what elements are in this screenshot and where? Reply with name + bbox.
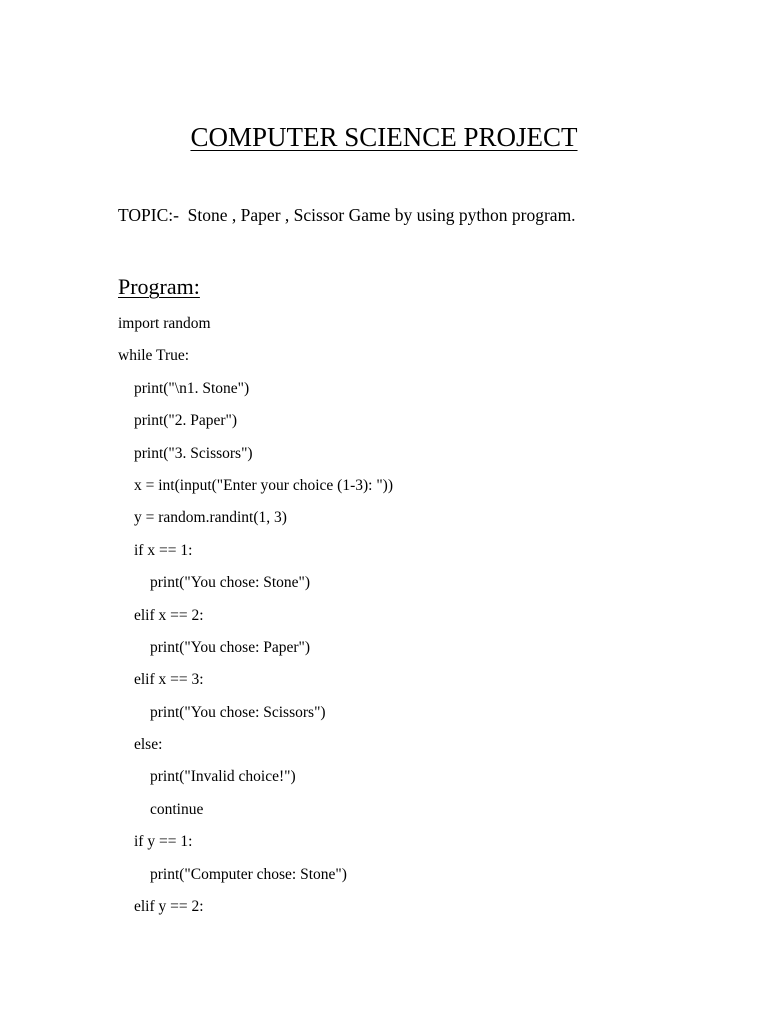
code-line: elif x == 3: (134, 671, 204, 689)
code-line: elif y == 2: (134, 898, 204, 916)
code-line: else: (134, 736, 163, 754)
code-line: elif x == 2: (134, 606, 204, 624)
page-title: COMPUTER SCIENCE PROJECT (190, 122, 578, 152)
code-line: y = random.randint(1, 3) (134, 509, 287, 527)
topic-line: TOPIC:- Stone , Paper , Scissor Game by using python program. (118, 205, 576, 225)
code-block (118, 312, 393, 927)
code-line: x = int(input("Enter your choice (1-3): ")) (134, 476, 393, 494)
code-line: print("You chose: Paper") (150, 638, 311, 656)
code-line: import random (118, 315, 211, 332)
code-line: if x == 1: (134, 541, 193, 559)
code-line: print("Computer chose: Stone") (150, 865, 347, 883)
code-line: while True: (118, 347, 190, 365)
code-line: print("You chose: Scissors") (150, 703, 326, 721)
code-line: print("Invalid choice!") (150, 768, 296, 786)
code-line: print("You chose: Stone") (150, 574, 311, 592)
code-line: print("3. Scissors") (134, 444, 253, 462)
code-line: if y == 1: (134, 833, 193, 851)
code-line: continue (150, 800, 204, 818)
code-line: print("\n1. Stone") (134, 379, 250, 397)
program-heading: Program: (118, 274, 200, 299)
code-line: print("2. Paper") (134, 412, 238, 430)
